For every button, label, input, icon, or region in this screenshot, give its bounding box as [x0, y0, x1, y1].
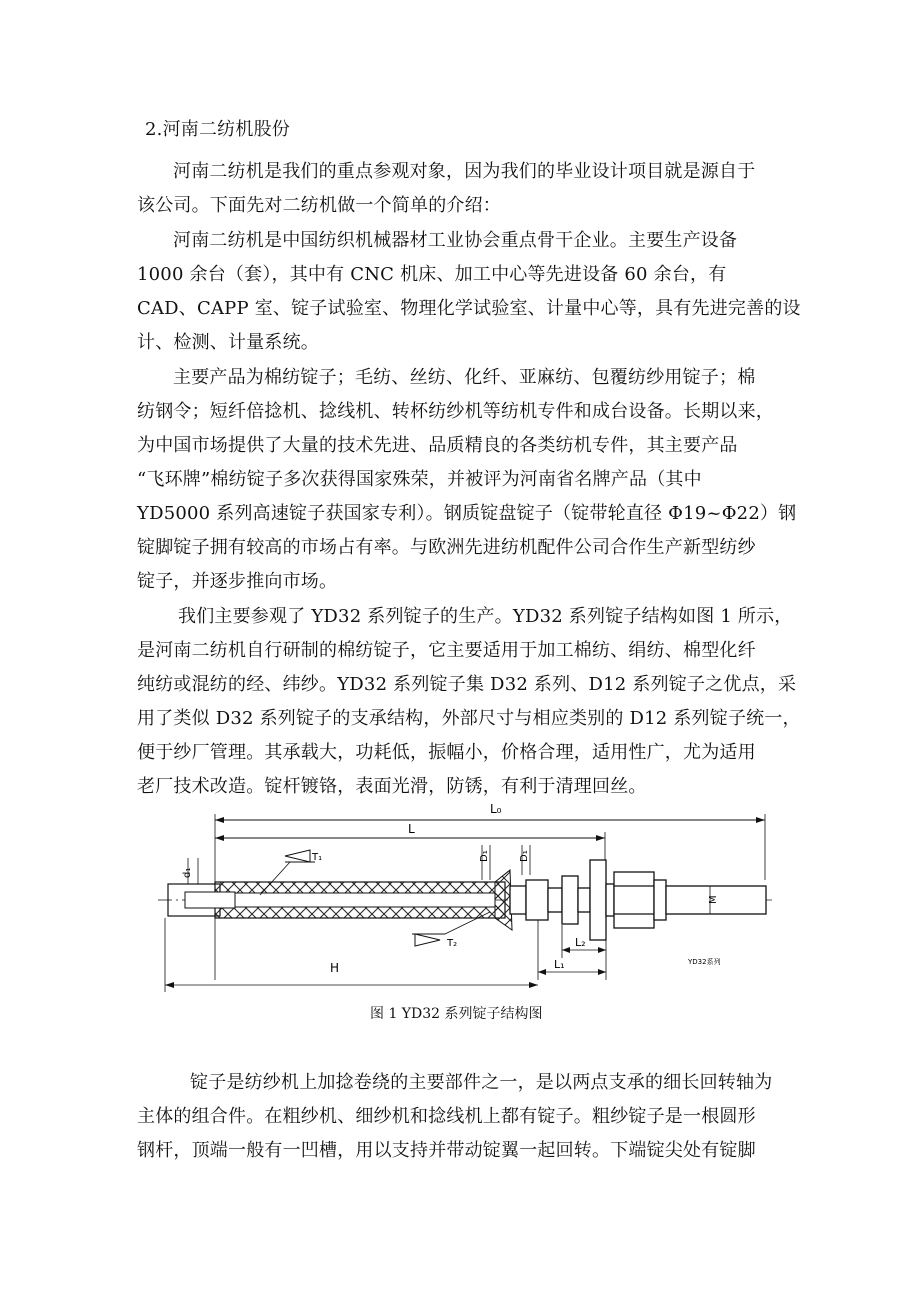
section-heading: 2.河南二纺机股份: [145, 119, 290, 140]
label-H: H: [330, 961, 340, 975]
label-d1: d₁: [182, 867, 193, 878]
paragraph-5-line-3: 钢杆，顶端一般有一凹槽，用以支持并带动锭翼一起回转。下端锭尖处有锭脚: [137, 1140, 756, 1161]
label-L2: L₂: [575, 936, 586, 949]
paragraph-3-line-2: 纺钢令；短纤倍捻机、捻线机、转杯纺纱机等纺机专件和成台设备。长期以来，: [137, 401, 774, 422]
paragraph-3-line-6: 锭脚锭子拥有较高的市场占有率。与欧洲先进纺机配件公司合作生产新型纺纱: [137, 537, 756, 558]
label-L: L: [408, 822, 415, 836]
label-L1: L₁: [554, 958, 565, 971]
series-mark: YD32系列: [688, 958, 721, 966]
label-T1: T₁: [312, 852, 323, 863]
paragraph-4-line-4: 用了类似 D32 系列锭子的支承结构，外部尺寸与相应类别的 D12 系列锭子统一，: [137, 708, 801, 729]
spindle-structure-figure: [150, 800, 780, 1000]
bolster-tube: [168, 867, 512, 930]
paragraph-3-line-3: 为中国市场提供了大量的技术先进、品质精良的各类纺机专件，其主要产品: [137, 435, 738, 456]
dimension-H: [165, 918, 538, 992]
paragraph-2-line-1: 河南二纺机是中国纺织机械器材工业协会重点骨干企业。主要生产设备: [173, 230, 738, 251]
paragraph-2-line-3: CAD、CAPP 室、锭子试验室、物理化学试验室、计量中心等，具有先进完善的设: [137, 298, 801, 319]
paragraph-4-line-1: 我们主要参观了 YD32 系列锭子的生产。YD32 系列锭子结构如图 1 所示，: [178, 606, 793, 627]
spindle-body: [510, 860, 766, 940]
paragraph-4-line-2: 是河南二纺机自行研制的棉纺锭子，它主要适用于加工棉纺、绢纺、棉型化纤: [137, 640, 756, 661]
label-D1-b: D₁: [519, 850, 530, 862]
paragraph-4-line-3: 纯纺或混纺的经、纬纱。YD32 系列锭子集 D32 系列、D12 系列锭子之优点，采: [137, 674, 797, 695]
paragraph-4-line-5: 便于纱厂管理。其承载大，功耗低，振幅小，价格合理，适用性广，尤为适用: [137, 742, 756, 763]
figure-caption: 图 1 YD32 系列锭子结构图: [370, 1006, 543, 1022]
label-M: M: [708, 895, 719, 904]
paragraph-3-line-5: YD5000 系列高速锭子获国家专利）。钢质锭盘锭子（锭带轮直径 Φ19~Φ22）钢: [137, 503, 797, 524]
paragraph-2-line-4: 计、检测、计量系统。: [137, 332, 319, 353]
paragraph-4-line-6: 老厂技术改造。锭杆镀铬，表面光滑，防锈，有利于清理回丝。: [137, 776, 647, 797]
dimension-L: [215, 832, 605, 880]
paragraph-3-line-7: 锭子，并逐步推向市场。: [137, 571, 338, 592]
paragraph-5-line-1: 锭子是纺纱机上加捻卷绕的主要部件之一，是以两点支承的细长回转轴为: [190, 1072, 773, 1093]
paragraph-5-line-2: 主体的组合件。在粗纱机、细纱机和捻线机上都有锭子。粗纱锭子是一根圆形: [137, 1106, 756, 1127]
paragraph-3-line-4: “飞环牌”棉纺锭子多次获得国家殊荣，并被评为河南省名牌产品（其中: [137, 469, 702, 490]
paragraph-2-line-2: 1000 余台（套），其中有 CNC 机床、加工中心等先进设备 60 余台，有: [137, 264, 727, 285]
label-L0: L₀: [490, 802, 502, 816]
paragraph-3-line-1: 主要产品为棉纺锭子；毛纺、丝纺、化纤、亚麻纺、包覆纺纱用锭子；棉: [173, 367, 756, 388]
paragraph-1-line-2: 该公司。下面先对二纺机做一个简单的介绍：: [137, 195, 501, 216]
paragraph-1-line-1: 河南二纺机是我们的重点参观对象，因为我们的毕业设计项目就是源自于: [173, 161, 756, 182]
label-T2: T₂: [447, 938, 458, 949]
label-D1-a: D₁: [479, 850, 490, 862]
